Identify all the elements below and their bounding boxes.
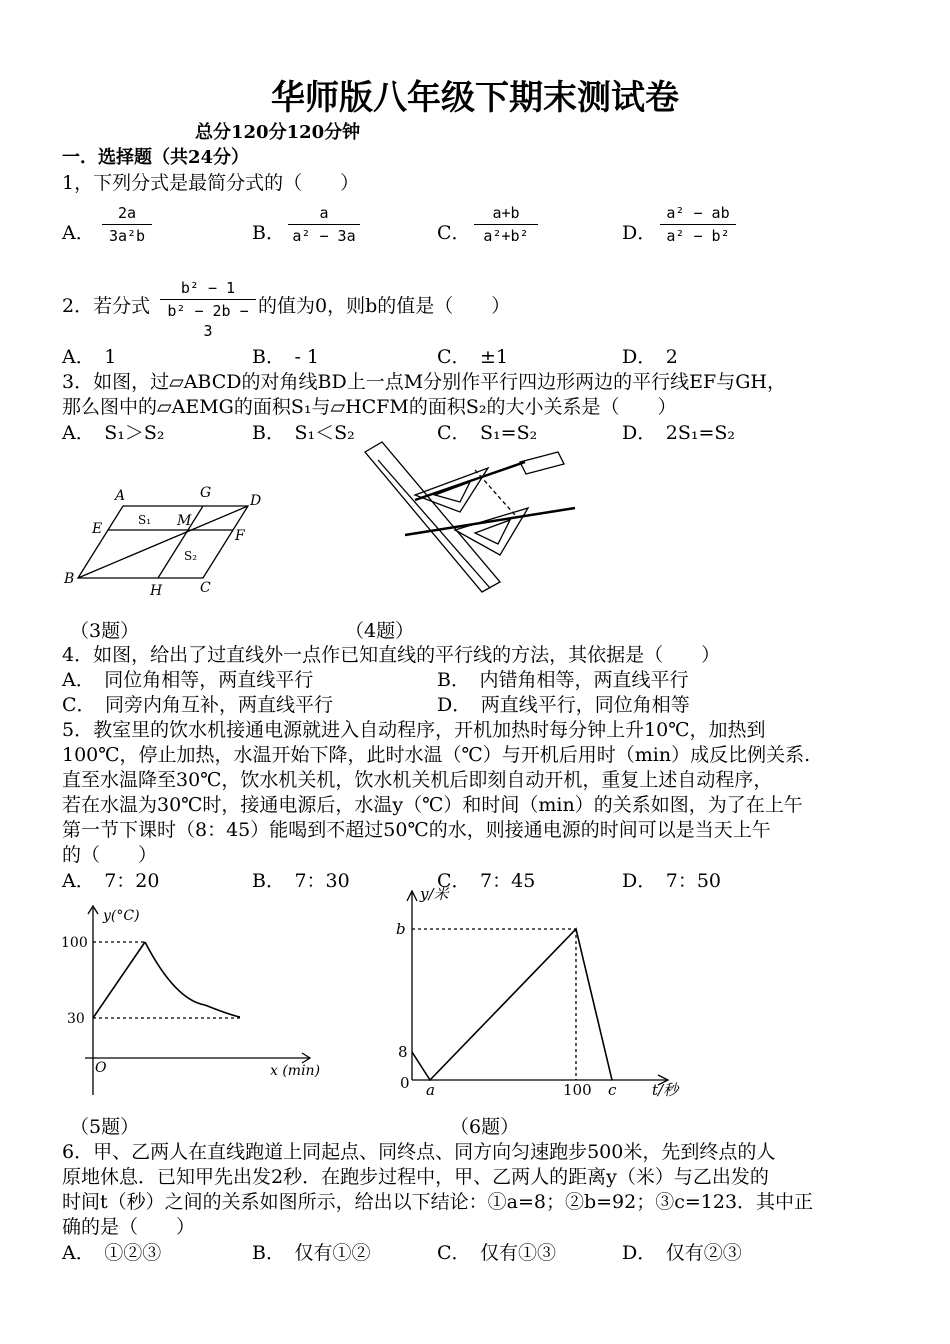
section-heading: 一．选择题（共24分） <box>62 147 250 168</box>
fig6-b: b <box>396 920 406 938</box>
q1-option-a-fraction: 2a 3a²b <box>102 203 152 246</box>
heating-line <box>93 942 145 1018</box>
set-square-lower <box>455 508 528 555</box>
label-c: C <box>200 580 211 596</box>
caption-q6: （6题） <box>450 1116 520 1138</box>
q1-option-d-fraction: a² − ab a² − b² <box>660 203 736 246</box>
q6-option-d: D． 仅有②③ <box>622 1242 742 1264</box>
q5-option-d: D． 7：50 <box>622 870 721 892</box>
label-d: D <box>250 493 262 509</box>
q2-prefix: 2．若分式 <box>62 295 151 317</box>
label-g: G <box>200 485 212 501</box>
label-f: F <box>235 528 245 544</box>
q6-line-4: 确的是（ ） <box>62 1216 196 1238</box>
q5-line-1: 5．教室里的饮水机接通电源就进入自动程序，开机加热时每分钟上升10℃，加热到 <box>62 719 766 741</box>
fig6-hundred: 100 <box>563 1081 592 1099</box>
q1-option-a-label: A． <box>62 222 95 244</box>
q3-option-a: A． S₁＞S₂ <box>62 422 165 444</box>
q2-option-c: C． ±1 <box>437 346 509 368</box>
q6-line-3: 时间t（秒）之间的关系如图所示，给出以下结论：①a=8；②b=92；③c=123．其中正 <box>62 1191 814 1213</box>
q6-line-2: 原地休息．已知甲先出发2秒．在跑步过程中，甲、乙两人的距离y（米）与乙出发的 <box>62 1166 769 1188</box>
q5-line-2: 100℃，停止加热，水温开始下降，此时水温（℃）与开机后用时（min）成反比例关系. <box>62 744 811 766</box>
label-a: A <box>115 488 126 504</box>
q2-option-d: D． 2 <box>622 346 678 368</box>
q4-stem: 4．如图，给出了过直线外一点作已知直线的平行线的方法，其依据是（ ） <box>62 644 721 666</box>
fig6-xlabel: t/秒 <box>652 1081 679 1099</box>
q1-option-c-fraction: a+b a²+b² <box>474 203 538 246</box>
q1-option-b-label: B． <box>252 222 285 244</box>
q5-line-6: 的（ ） <box>62 844 158 866</box>
caption-q3: （3题） <box>70 620 140 642</box>
q2-option-a: A． 1 <box>62 346 117 368</box>
q4-option-a: A． 同位角相等，两直线平行 <box>62 669 314 691</box>
label-s1: S₁ <box>138 513 152 527</box>
slide-path <box>475 470 515 515</box>
q6-option-c: C． 仅有①③ <box>437 1242 557 1264</box>
figure-5-temperature-graph <box>55 900 335 1100</box>
fig5-tick-100: 100 <box>61 935 88 951</box>
q1-option-b-fraction: a a² − 3a <box>288 203 360 246</box>
diagonal-bd <box>78 506 248 578</box>
fig5-xlabel: x (min) <box>270 1063 321 1079</box>
fig5-tick-30: 30 <box>67 1011 85 1027</box>
q5-line-5: 第一节下课时（8：45）能喝到不超过50℃的水，则接通电源的时间可以是当天上午 <box>62 819 771 841</box>
q6-line-1: 6．甲、乙两人在直线跑道上同起点、同终点、同方向匀速跑步500米，先到终点的人 <box>62 1141 776 1163</box>
q5-option-c: C． 7：45 <box>437 870 536 892</box>
ruler <box>365 442 500 592</box>
q2-suffix: 的值为0，则b的值是（ ） <box>258 295 511 317</box>
q4-option-c: C． 同旁内角互补，两直线平行 <box>62 694 334 716</box>
q1-option-c-label: C． <box>437 222 471 244</box>
figure-6-distance-graph <box>390 885 700 1100</box>
distance-line <box>412 929 612 1080</box>
fig6-eight: 8 <box>398 1043 408 1061</box>
q6-option-a: A． ①②③ <box>62 1242 162 1264</box>
q3-option-d: D． 2S₁=S₂ <box>622 422 736 444</box>
q5-option-a: A． 7：20 <box>62 870 160 892</box>
figure-3-parallelogram <box>60 480 270 605</box>
fig6-origin: 0 <box>400 1074 410 1092</box>
fig5-origin: O <box>95 1060 107 1076</box>
q2-fraction: b² − 1 b² − 2b − 3 <box>160 278 256 341</box>
q6-option-b: B． 仅有①② <box>252 1242 371 1264</box>
q3-line2: 那么图中的▱AEMG的面积S₁与▱HCFM的面积S₂的大小关系是（ ） <box>62 396 677 418</box>
label-b: B <box>64 571 75 587</box>
caption-q4: （4题） <box>345 620 415 642</box>
label-h: H <box>150 583 163 599</box>
label-s2: S₂ <box>184 549 198 563</box>
q3-option-c: C． S₁=S₂ <box>437 422 538 444</box>
q5-line-4: 若在水温为30℃时，接通电源后，水温y（℃）和时间（min）的关系如图，为了在上午 <box>62 794 803 816</box>
set-square-upper <box>415 468 488 512</box>
fig5-ylabel: y(°C) <box>103 908 140 924</box>
given-line <box>405 508 575 535</box>
fig6-a: a <box>426 1081 435 1099</box>
cooling-curve <box>145 942 240 1017</box>
q3-option-b: B． S₁＜S₂ <box>252 422 355 444</box>
label-m: M <box>177 513 192 529</box>
q1-stem: 1，下列分式是最简分式的（ ） <box>62 172 360 194</box>
pencil-icon <box>520 452 564 474</box>
fig6-ylabel: y/米 <box>420 885 449 903</box>
q3-line1: 3．如图，过▱ABCD的对角线BD上一点M分别作平行四边形两边的平行线EF与GH， <box>62 371 786 393</box>
caption-q5: （5题） <box>70 1116 140 1138</box>
q4-option-b: B． 内错角相等，两直线平行 <box>437 669 689 691</box>
figure-4-ruler-triangle <box>360 440 580 600</box>
subtitle: 总分120分120分钟 <box>195 122 361 143</box>
q4-option-d: D． 两直线平行，同位角相等 <box>437 694 690 716</box>
fig6-c: c <box>608 1081 617 1099</box>
q5-option-b: B． 7：30 <box>252 870 350 892</box>
q2-option-b: B． - 1 <box>252 346 320 368</box>
q1-option-d-label: D． <box>622 222 657 244</box>
drawn-parallel-line <box>415 462 525 500</box>
q5-line-3: 直至水温降至30℃，饮水机关机，饮水机关机后即刻自动开机，重复上述自动程序， <box>62 769 773 791</box>
page-title: 华师版八年级下期末测试卷 <box>271 78 679 118</box>
label-e: E <box>92 521 103 537</box>
